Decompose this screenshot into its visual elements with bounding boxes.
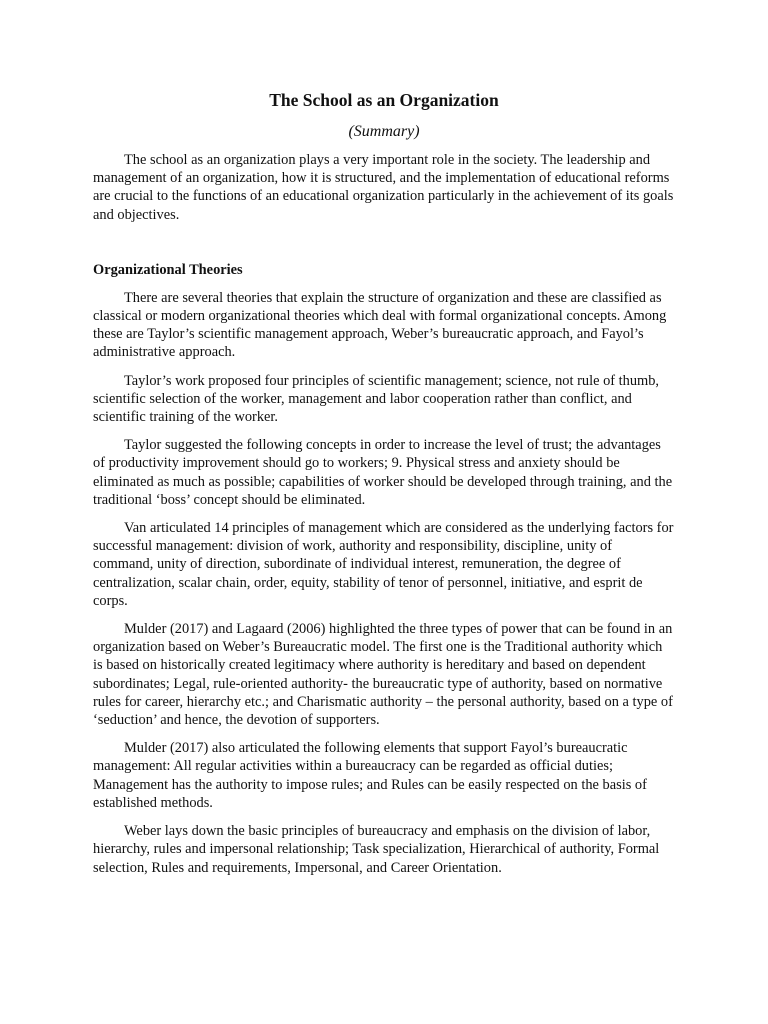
- body-paragraph: There are several theories that explain the structure of organization and these are classified as classical or modern organizational theories which deal with formal organizational concepts. Among these are Taylor’s scientific management approach, Weber’s bureaucratic approach, and Fayol’s administrative approach.: [93, 289, 667, 361]
- body-paragraph: Mulder (2017) and Lagaard (2006) highlighted the three types of power that can be found in an organization based on Weber’s Bureaucratic model. The first one is the Traditional authority which is based on historically created legitimacy where authority is hereditary and based on dependent subordinates; Legal, rule-oriented authority- the bureaucratic type of authority, based on normative rules for career, hierarchy etc.; and Charismatic authority – the personal authority, based on a type of ‘seduction’ and hence, the devotion of supporters.: [93, 621, 673, 729]
- body-paragraph: Taylor’s work proposed four principles of scientific management; science, not rule of thumb, scientific selection of the worker, management and labor cooperation rather than conflict, and scientific training of the worker.: [93, 372, 660, 426]
- document-title: The School as an Organization: [269, 90, 499, 110]
- body-paragraph: Van articulated 14 principles of management which are considered as the underlying factors for successful management: division of work, authority and responsibility, discipline, unity of command, unity of direction, subordinate of individual interest, remuneration, the degree of centralization, scalar chain, order, equity, stability of tenor of personnel, initiative, and esprit de corps.: [93, 520, 674, 609]
- intro-paragraph: The school as an organization plays a very important role in the society. The leadership and management of an organization, how it is structured, and the implementation of educational reforms are crucial to the functions of an educational organization particularly in the achievement of its goals and objectives.: [93, 152, 674, 223]
- document-subtitle: (Summary): [348, 123, 420, 140]
- body-paragraph: Mulder (2017) also articulated the following elements that support Fayol’s bureaucratic management: All regular activities within a bureaucracy can be regarded as official duties; Management has the authority to impose rules; and Rules can be easily respected on the basis of established methods.: [93, 740, 647, 811]
- body-paragraph: Weber lays down the basic principles of bureaucracy and emphasis on the division of labor, hierarchy, rules and impersonal relationship; Task specialization, Hierarchical of authority, Formal selection, Rules and requirements, Impersonal, and Career Orientation.: [93, 823, 660, 876]
- section-heading: Organizational Theories: [93, 261, 243, 278]
- body-paragraph: Taylor suggested the following concepts in order to increase the level of trust; the advantages of productivity improvement should go to workers; 9. Physical stress and anxiety should be eliminated as much as possible; capabilities of worker should be developed through training, and the traditional ‘boss’ concept should be eliminated.: [93, 437, 673, 508]
